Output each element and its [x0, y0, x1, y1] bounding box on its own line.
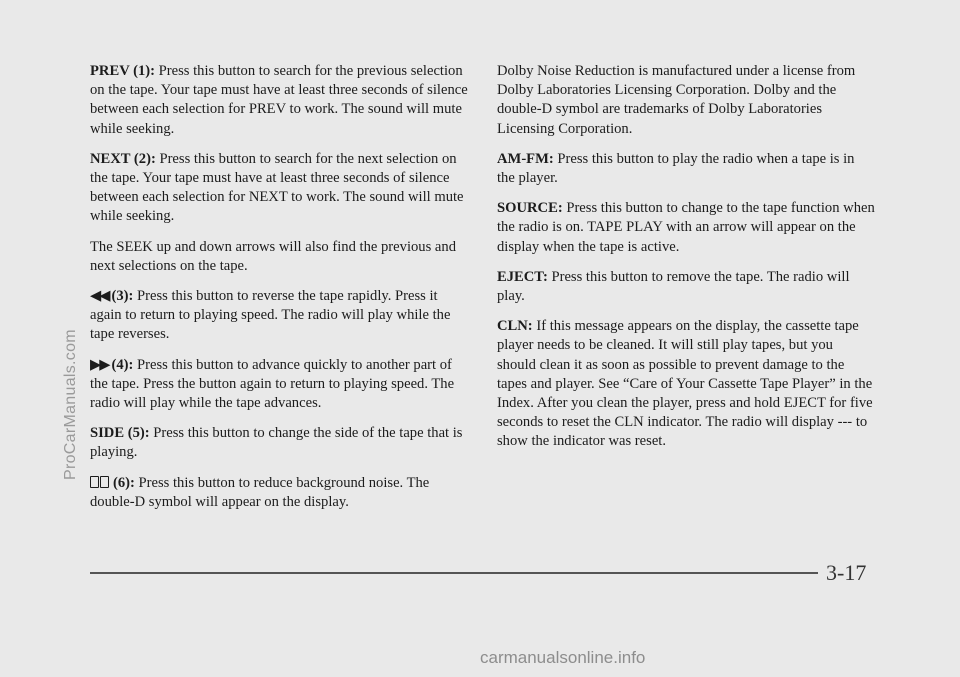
- paragraph-prev: [90, 62, 468, 139]
- paragraph-side: [90, 424, 468, 462]
- footer-rule: [90, 572, 818, 574]
- body-eject: Press this button to remove the tape. The radio will play.: [497, 268, 850, 305]
- body-dolby-license: Dolby Noise Reduction is manufactured under a license from Dolby Laboratories Licensing Corporation. Dolby and the double-D symbol are trademarks of Dolby Laboratories Licensing Corporation.: [497, 63, 856, 137]
- body-dolby: Press this button to reduce background noise. The double-D symbol will appear on the display.: [90, 474, 430, 510]
- paragraph-dolby: [90, 474, 468, 512]
- body-fast-forward: Press this button to advance quickly to another part of the tape. Press the button again to return to playing speed. The radio will play while the tape advances.: [90, 356, 455, 412]
- fast-forward-icon: ▶▶: [90, 356, 109, 373]
- heading-next: NEXT (2):: [90, 150, 156, 167]
- side-watermark: ProCarManuals.com: [62, 329, 79, 480]
- bottom-watermark: carmanualsonline.info: [480, 648, 646, 667]
- right-column: [497, 62, 875, 463]
- heading-am-fm: AM-FM:: [497, 150, 554, 167]
- paragraph-next: [90, 150, 468, 227]
- body-source: Press this button to change to the tape function when the radio is on. TAPE PLAY with an arrow will appear on the display when the tape is active.: [497, 200, 875, 255]
- paragraph-dolby-license: [497, 62, 875, 139]
- heading-dolby: (6):: [113, 474, 135, 491]
- body-cln: If this message appears on the display, the cassette tape player needs to be cleaned. It will still play tapes, but you should clean it as soon as possible to prevent damage to the tapes and player. See “Care of Your Cassette Tape Player” in the Index. After you clean the player, press and hold EJECT for five seconds to reset the CLN indicator. The radio will display --- to show the indicator was reset.: [497, 318, 873, 450]
- rewind-icon: ◀◀: [90, 288, 109, 305]
- paragraph-source: [497, 199, 875, 257]
- body-side: Press this button to change the side of the tape that is playing.: [90, 425, 463, 461]
- heading-eject: EJECT:: [497, 268, 548, 285]
- paragraph-eject: [497, 268, 875, 306]
- heading-side: SIDE (5):: [90, 425, 150, 442]
- heading-rewind: (3):: [111, 288, 134, 305]
- page-number: 3-17: [826, 560, 867, 585]
- heading-cln: CLN:: [497, 318, 533, 335]
- paragraph-seek: [90, 238, 468, 276]
- heading-prev: PREV (1):: [90, 63, 155, 79]
- body-prev: Press this button to search for the previous selection on the tape. Your tape must have at least three seconds of silence between each selection for PREV to work. The sound will mute while seeking.: [90, 63, 468, 137]
- paragraph-fast-forward: [90, 356, 468, 414]
- heading-source: SOURCE:: [497, 200, 563, 217]
- paragraph-am-fm: [497, 150, 875, 188]
- paragraph-cln: [497, 317, 875, 451]
- body-am-fm: Press this button to play the radio when a tape is in the player.: [497, 150, 855, 187]
- heading-fast-forward: (4):: [111, 356, 134, 373]
- body-next: Press this button to search for the next selection on the tape. Your tape must have at least three seconds of silence between each selection for NEXT to work. The sound will mute while seeking.: [90, 150, 464, 225]
- paragraph-rewind: [90, 287, 468, 345]
- body-rewind: Press this button to reverse the tape rapidly. Press it again to return to playing speed. The radio will play while the tape reverses.: [90, 288, 451, 343]
- left-column: [90, 62, 468, 523]
- body-seek: The SEEK up and down arrows will also find the previous and next selections on the tape.: [90, 238, 456, 274]
- dolby-double-d-icon: [90, 476, 110, 488]
